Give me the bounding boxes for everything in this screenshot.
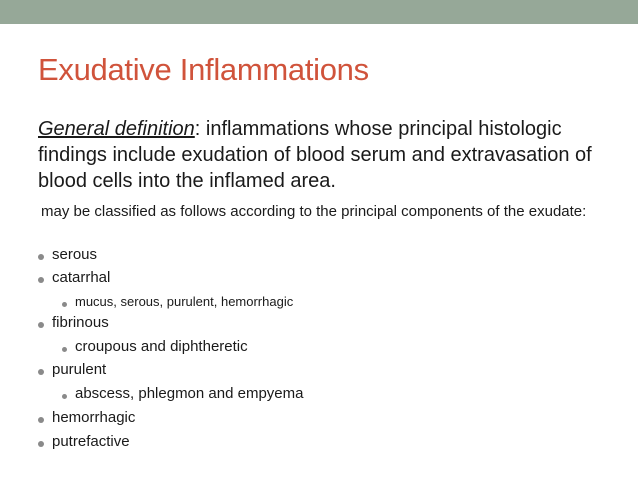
list-item: purulent (38, 360, 106, 380)
list-item: putrefactive (38, 432, 130, 452)
bullet-icon (62, 347, 67, 352)
bullet-icon (38, 441, 44, 447)
bullet-icon (62, 302, 67, 307)
list-item: fibrinous (38, 313, 109, 333)
definition-paragraph (38, 116, 618, 194)
bullet-icon (62, 394, 67, 399)
bullet-icon (38, 369, 44, 375)
list-item: serous (38, 245, 97, 265)
bullet-icon (38, 254, 44, 260)
bullet-icon (38, 322, 44, 328)
definition-term: General definition (38, 118, 195, 140)
bullet-icon (38, 277, 44, 283)
sub-list-item: mucus, serous, purulent, hemorrhagic (62, 292, 293, 312)
sub-list-item: abscess, phlegmon and empyema (62, 384, 303, 404)
top-accent-bar (0, 0, 638, 24)
slide-title: Exudative Inflammations (38, 52, 369, 87)
sub-list-item: croupous and diphtheretic (62, 337, 248, 357)
intro-text: may be classified as follows according to the principal components of the exudate: (41, 203, 587, 220)
list-item: catarrhal (38, 268, 110, 288)
list-item: hemorrhagic (38, 408, 135, 428)
definition-text: : inflammations whose principal histologic findings include exudation of blood serum and extravasation of blood cells into the inflamed area. (38, 118, 592, 192)
bullet-icon (38, 417, 44, 423)
